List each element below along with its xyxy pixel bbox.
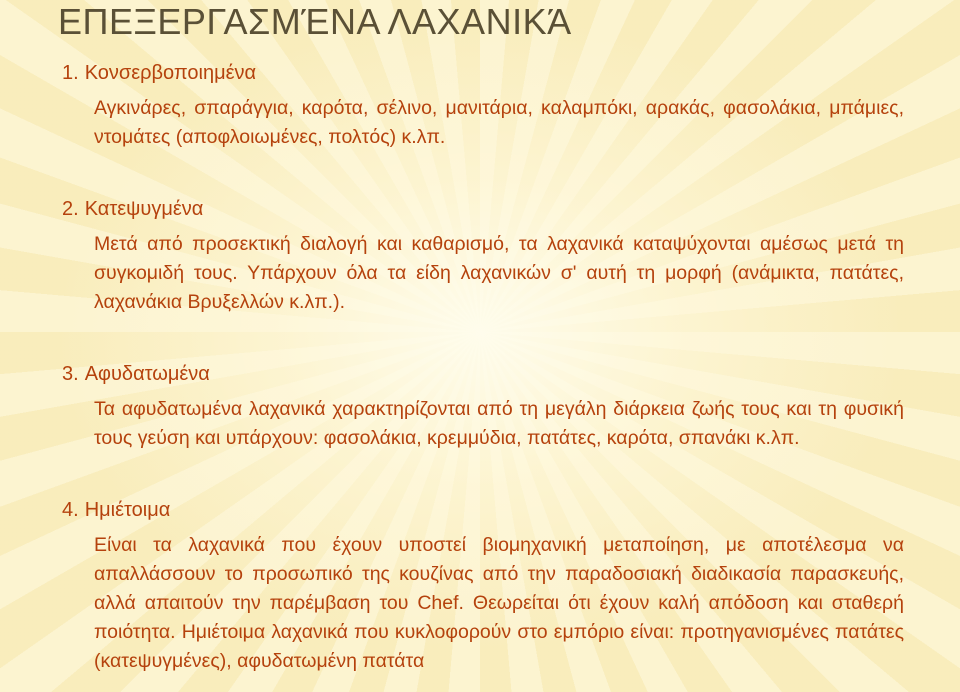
section-body: Μετά από προσεκτική διαλογή και καθαρισμό, τα λαχανικά καταψύχονται αμέσως μετά τη συγκομιδή τους. Υπάρχουν όλα τα είδη λαχανικών σ' αυτή τη μορφή (ανάμικτα, πατάτες, λαχανάκια Βρυξελλών κ.λπ.). <box>94 233 904 313</box>
section-heading <box>62 495 904 525</box>
section-number: 2. <box>62 198 79 220</box>
section-heading <box>62 359 904 389</box>
section-number: 4. <box>62 499 79 521</box>
section-body: Είναι τα λαχανικά που έχουν υποστεί βιομηχανική μεταποίηση, με αποτέλεσμα να απαλλάσσουν το προσωπικό της κουζίνας από την παραδοσιακή διαδικασία παρασκευής, αλλά απαιτούν την παρέμβαση του Chef. Θεωρείται ότι έχουν καλή απόδοση και σταθερή ποιότητα. Ημιέτοιμα λαχανικά που κυκλοφορούν στο εμπόριο είναι: προτηγανισμένες πατάτες (κατεψυγμένες), αφυδατωμένη πατάτα <box>94 534 904 672</box>
section-number: 1. <box>62 62 79 84</box>
section-heading-text: Αφυδατωμένα <box>84 363 210 385</box>
section-canned <box>62 58 904 152</box>
section-body: Αγκινάρες, σπαράγγια, καρότα, σέλινο, μανιτάρια, καλαμπόκι, αρακάς, φασολάκια, μπάμιες, ντομάτες (αποφλοιωμένες, πολτός) κ.λπ. <box>94 97 904 148</box>
slide-content <box>62 58 904 676</box>
section-heading-text: Ημιέτοιμα <box>84 499 171 521</box>
section-heading-text: Κατεψυγμένα <box>84 198 204 220</box>
section-number: 3. <box>62 363 79 385</box>
section-frozen <box>62 194 904 317</box>
section-dehydrated <box>62 359 904 453</box>
section-semi-prepared <box>62 495 904 676</box>
slide-title: ΕΠΕΞΕΡΓΑΣΜΈΝΑ ΛΑΧΑΝΙΚΆ <box>58 1 572 42</box>
section-heading <box>62 194 904 224</box>
section-heading <box>62 58 904 88</box>
section-body: Τα αφυδατωμένα λαχανικά χαρακτηρίζονται από τη μεγάλη διάρκεια ζωής τους και τη φυσική τους γεύση και υπάρχουν: φασολάκια, κρεμμύδια, πατάτες, καρότα, σπανάκι κ.λπ. <box>94 398 904 449</box>
section-heading-text: Κονσερβοποιημένα <box>84 62 257 84</box>
